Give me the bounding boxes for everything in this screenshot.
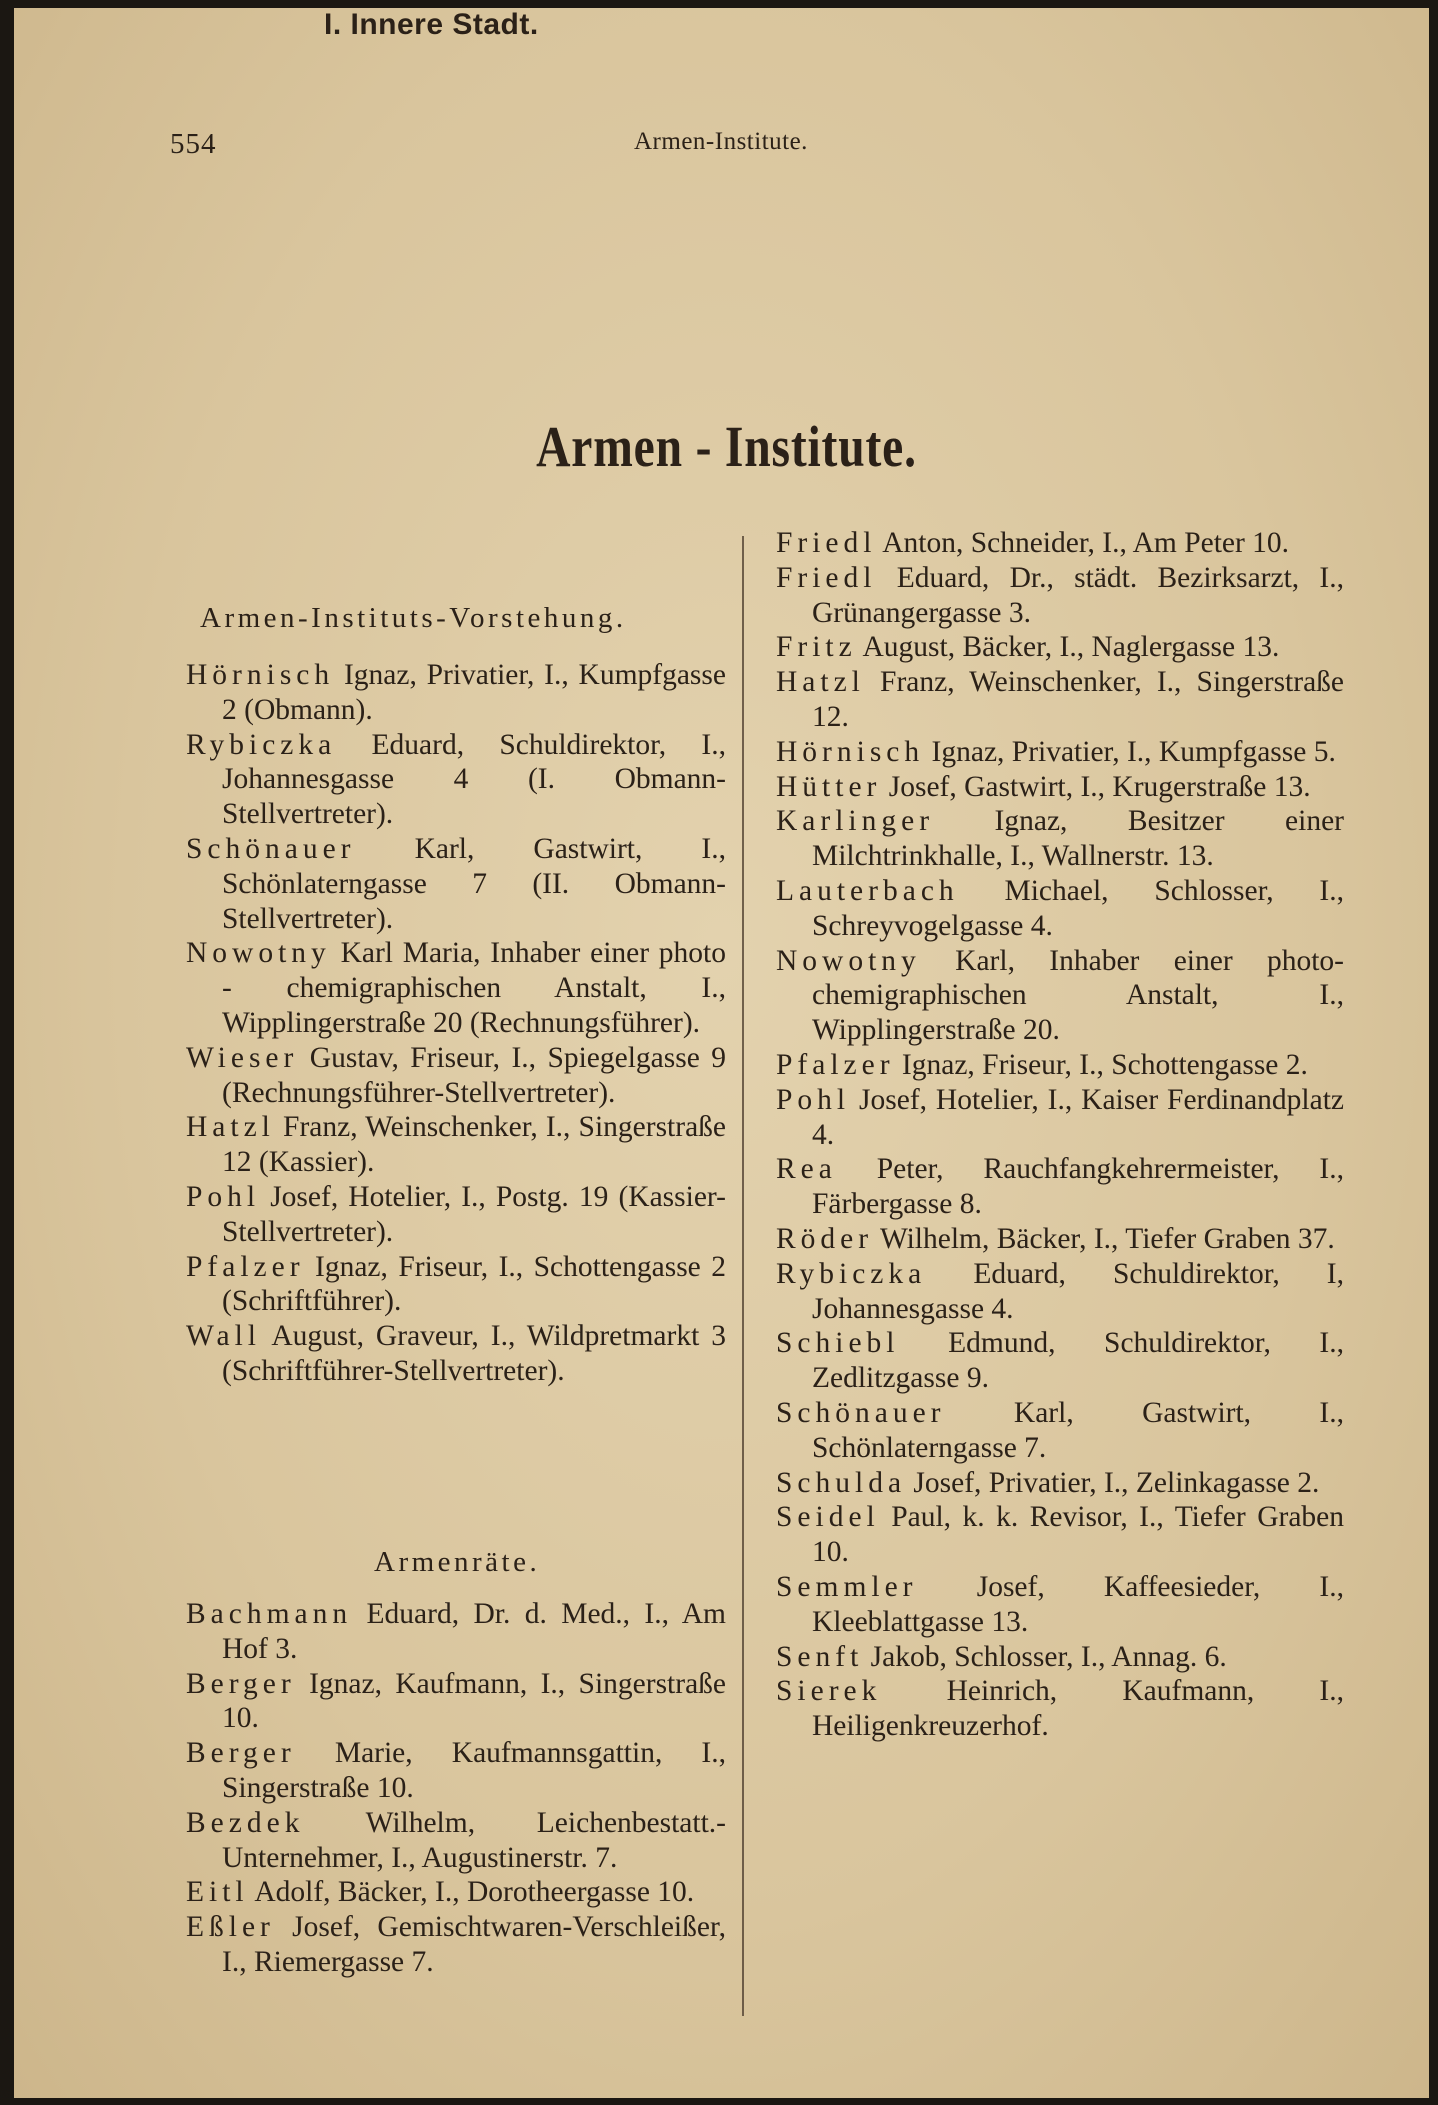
- entry-details: Ignaz, Privatier, I., Kumpfgasse 5.: [931, 735, 1336, 768]
- entry-surname: Wieser: [186, 1041, 299, 1074]
- entry-details: Peter, Rauchfangkehrermeister, I., Färbergasse 8.: [812, 1153, 1344, 1221]
- list-item: [776, 1257, 1344, 1327]
- list-item: [186, 728, 726, 832]
- entry-details: Anton, Schneider, I., Am Peter 10.: [882, 527, 1290, 559]
- section-heading-armenraete: Armenräte.: [374, 1546, 541, 1578]
- list-item: [186, 1597, 726, 1667]
- entry-details: Edmund, Schuldirektor, I., Zedlitzgasse 9.: [812, 1327, 1345, 1395]
- entry-details: Ignaz, Friseur, I., Schottengasse 2 (Schriftführer).: [222, 1250, 726, 1318]
- list-item: [186, 1180, 726, 1250]
- entry-details: Josef, Privatier, I., Zelinkagasse 2.: [913, 1466, 1320, 1499]
- entry-surname: Bachmann: [186, 1598, 353, 1630]
- list-item: [186, 1110, 726, 1180]
- entry-surname: Eßler: [186, 1911, 275, 1944]
- list-item: [776, 1500, 1344, 1570]
- entry-details: Josef, Hotelier, I., Postg. 19 (Kassier-Stellvertreter).: [222, 1180, 726, 1248]
- entry-details: Karl, Gastwirt, I., Schönlaterngasse 7.: [812, 1396, 1345, 1464]
- entry-details: August, Graveur, I., Wildpretmarkt 3 (Schriftführer-Stellvertreter).: [222, 1320, 726, 1387]
- running-title: Armen-Institute.: [634, 128, 808, 155]
- entry-surname: Eitl: [186, 1876, 249, 1909]
- entry-details: Karl, Gastwirt, I., Schönlaterngasse 7 (II. Obmann-Stellvertreter).: [222, 832, 726, 935]
- entry-surname: Friedl: [776, 527, 877, 559]
- entry-surname: Berger: [186, 1737, 296, 1770]
- entry-details: Gustav, Friseur, I., Spiegelgasse 9 (Rechnungsführer-Stellvertreter).: [222, 1041, 727, 1109]
- entry-surname: Seidel: [776, 1501, 880, 1534]
- entry-surname: Wall: [186, 1320, 261, 1353]
- entry-details: Josef, Gemischtwaren-Verschleißer, I., Riemergasse 7.: [222, 1911, 726, 1978]
- entry-details: Eduard, Schuldirektor, I., Johannesgasse 4 (I. Obmann-Stellvertreter).: [222, 728, 726, 831]
- entry-details: Josef, Gastwirt, I., Krugerstraße 13.: [888, 770, 1311, 803]
- entry-surname: Nowotny: [186, 937, 331, 970]
- entry-details: Karl Maria, Inhaber einer photo - chemigraphischen Anstalt, I., Wipplingerstraße 20 (Rechnungsführer).: [222, 937, 727, 1039]
- entry-surname: Sierek: [776, 1675, 882, 1708]
- entry-surname: Fritz: [776, 631, 857, 664]
- list-item: [776, 1466, 1344, 1501]
- entry-surname: Schönauer: [776, 1396, 946, 1429]
- entry-details: Paul, k. k. Revisor, I., Tiefer Graben 10.: [812, 1501, 1345, 1569]
- list-item: [186, 1319, 726, 1389]
- entry-surname: Pfalzer: [186, 1250, 305, 1283]
- entry-surname: Hütter: [776, 770, 882, 803]
- entry-surname: Rybiczka: [186, 728, 337, 761]
- column-divider: [742, 536, 744, 2016]
- entry-surname: Schiebl: [776, 1327, 900, 1360]
- district-heading: I. Innere Stadt.: [324, 8, 539, 41]
- list-item: [186, 1667, 726, 1737]
- list-item: [776, 1222, 1344, 1257]
- list-item: [776, 804, 1344, 874]
- entry-surname: Pohl: [776, 1083, 851, 1116]
- list-item: [186, 1250, 726, 1320]
- list-item: [776, 770, 1344, 805]
- entry-surname: Friedl: [776, 561, 877, 594]
- entry-details: Karl, Inhaber einer photo-chemigraphischen Anstalt, I., Wipplingerstraße 20.: [812, 944, 1345, 1047]
- entry-details: Adolf, Bäcker, I., Dorotheergasse 10.: [254, 1876, 695, 1909]
- list-item: [776, 1083, 1344, 1153]
- entry-surname: Pohl: [186, 1180, 261, 1213]
- list-item: [776, 1674, 1344, 1744]
- entry-surname: Bezdek: [186, 1806, 305, 1839]
- list-item: [186, 658, 726, 728]
- entry-surname: Hatzl: [186, 1111, 275, 1144]
- entry-details: Ignaz, Besitzer einer Milchtrinkhalle, I., Wallnerstr. 13.: [812, 805, 1345, 873]
- entry-surname: Rea: [776, 1153, 837, 1186]
- entry-details: Heinrich, Kaufmann, I., Heiligenkreuzerhof.: [812, 1675, 1345, 1743]
- entry-surname: Hatzl: [776, 666, 865, 699]
- list-item: [776, 665, 1344, 735]
- armenraete-list-continued: [776, 526, 1344, 1744]
- vorstehung-list: [186, 658, 726, 1389]
- entry-surname: Nowotny: [776, 944, 921, 977]
- entry-details: Ignaz, Friseur, I., Schottengasse 2.: [901, 1048, 1308, 1081]
- entry-surname: Hörnisch: [186, 659, 335, 691]
- entry-details: Wilhelm, Bäcker, I., Tiefer Graben 37.: [879, 1222, 1335, 1255]
- entry-details: Franz, Weinschenker, I., Singerstraße 12 (Kassier).: [222, 1111, 727, 1179]
- book-page: [14, 8, 1429, 2098]
- list-item: [776, 874, 1344, 944]
- entry-details: Franz, Weinschenker, I., Singerstraße 12.: [812, 666, 1345, 733]
- entry-details: Michael, Schlosser, I., Schreyvogelgasse 4.: [812, 874, 1345, 942]
- list-item: [186, 1910, 726, 1980]
- armenraete-list: [186, 1597, 726, 1980]
- list-item: [186, 832, 726, 936]
- list-item: [776, 1326, 1344, 1396]
- list-item: [776, 1570, 1344, 1640]
- entry-surname: Rybiczka: [776, 1257, 927, 1290]
- list-item: [776, 735, 1344, 770]
- list-item: [186, 1736, 726, 1806]
- list-item: [776, 1048, 1344, 1083]
- entry-surname: Hörnisch: [776, 735, 925, 768]
- entry-details: Ignaz, Privatier, I., Kumpfgasse 2 (Obmann).: [222, 659, 726, 726]
- entry-details: Wilhelm, Leichenbestatt.-Unternehmer, I., Augustinerstr. 7.: [222, 1806, 726, 1874]
- entry-details: Josef, Kaffeesieder, I., Kleeblattgasse 13.: [812, 1570, 1345, 1638]
- entry-details: Marie, Kaufmannsgattin, I., Singerstraße 10.: [222, 1737, 726, 1804]
- list-item: [776, 1396, 1344, 1466]
- running-head: [14, 128, 1429, 168]
- entry-details: Jakob, Schlosser, I., Annag. 6.: [870, 1640, 1227, 1673]
- entry-surname: Pfalzer: [776, 1048, 895, 1081]
- list-item: [776, 1640, 1344, 1675]
- section-heading-vorstehung: Armen-Instituts-Vorstehung.: [200, 602, 627, 634]
- entry-surname: Semmler: [776, 1570, 918, 1603]
- list-item: [776, 630, 1344, 665]
- entry-surname: Schulda: [776, 1466, 907, 1499]
- entry-surname: Röder: [776, 1222, 874, 1255]
- list-item: [186, 1041, 726, 1111]
- list-item: [776, 1152, 1344, 1222]
- entry-details: Eduard, Schuldirektor, I, Johannesgasse 4.: [812, 1257, 1344, 1325]
- page-title: Armen - Institute.: [536, 414, 917, 479]
- list-item: [776, 526, 1344, 561]
- list-item: [186, 936, 726, 1040]
- entry-surname: Lauterbach: [776, 874, 959, 907]
- page-number: 554: [170, 128, 217, 160]
- entry-details: Eduard, Dr. d. Med., I., Am Hof 3.: [222, 1598, 726, 1665]
- entry-surname: Schönauer: [186, 832, 356, 865]
- entry-details: Josef, Hotelier, I., Kaiser Ferdinandplatz 4.: [812, 1083, 1344, 1151]
- entry-details: August, Bäcker, I., Naglergasse 13.: [862, 631, 1280, 664]
- list-item: [776, 944, 1344, 1048]
- list-item: [186, 1875, 726, 1910]
- list-item: [186, 1806, 726, 1876]
- entry-details: Eduard, Dr., städt. Bezirksarzt, I., Grünangergasse 3.: [812, 561, 1345, 629]
- list-item: [776, 561, 1344, 631]
- entry-surname: Berger: [186, 1667, 296, 1700]
- entry-details: Ignaz, Kaufmann, I., Singerstraße 10.: [222, 1667, 727, 1735]
- entry-surname: Senft: [776, 1640, 864, 1673]
- entry-surname: Karlinger: [776, 805, 935, 838]
